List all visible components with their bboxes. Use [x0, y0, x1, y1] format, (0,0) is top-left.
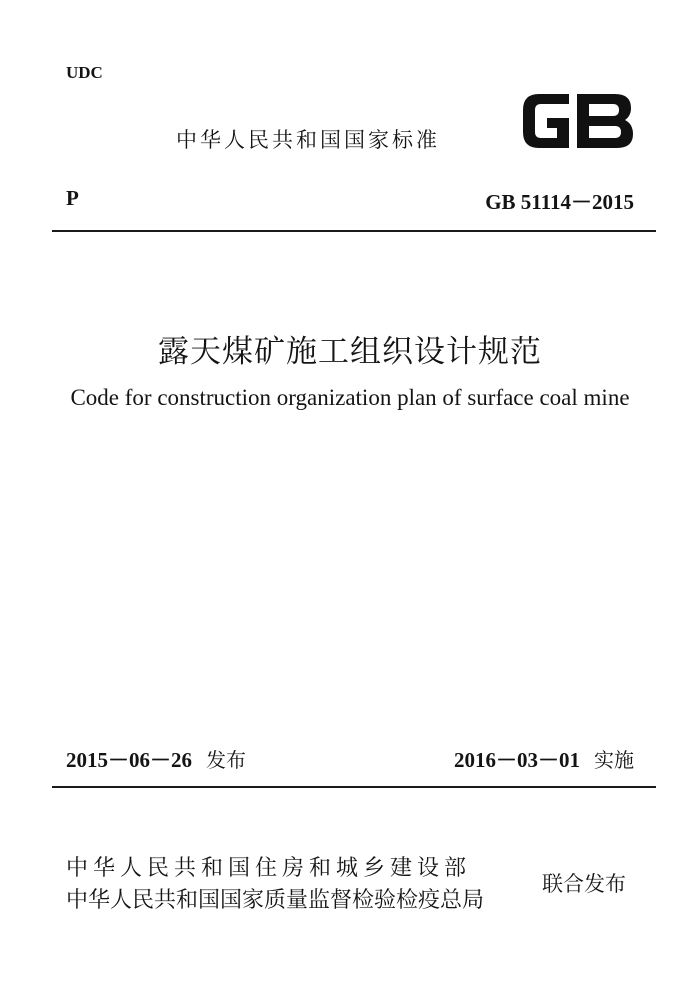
classification-letter: P	[66, 186, 79, 210]
top-divider	[52, 230, 656, 232]
gb-logo	[519, 88, 637, 152]
national-standard-heading: 中华人民共和国国家标准	[176, 128, 440, 152]
issuer-ministry-housing: 中华人民共和国住房和城乡建设部	[66, 856, 472, 881]
joint-issue-label: 联合发布	[542, 872, 626, 896]
gb-logo-b-shape	[577, 94, 633, 148]
implementation-date: 2016－03－01	[454, 748, 580, 772]
implementation-date-block	[454, 744, 634, 774]
issue-label: 发布	[206, 748, 246, 772]
standard-number: GB 51114－2015	[485, 190, 634, 214]
issue-date-block	[66, 744, 246, 774]
issue-date: 2015－06－26	[66, 748, 192, 772]
implementation-label: 实施	[594, 748, 634, 772]
issuer-aqsiq: 中华人民共和国国家质量监督检验检疫总局	[66, 888, 485, 913]
bottom-divider	[52, 786, 656, 788]
title-english: Code for construction organization plan of surface coal mine	[70, 385, 630, 410]
title-chinese: 露天煤矿施工组织设计规范	[158, 334, 542, 370]
udc-label: UDC	[66, 63, 103, 82]
gb-logo-g-shape	[523, 94, 569, 148]
